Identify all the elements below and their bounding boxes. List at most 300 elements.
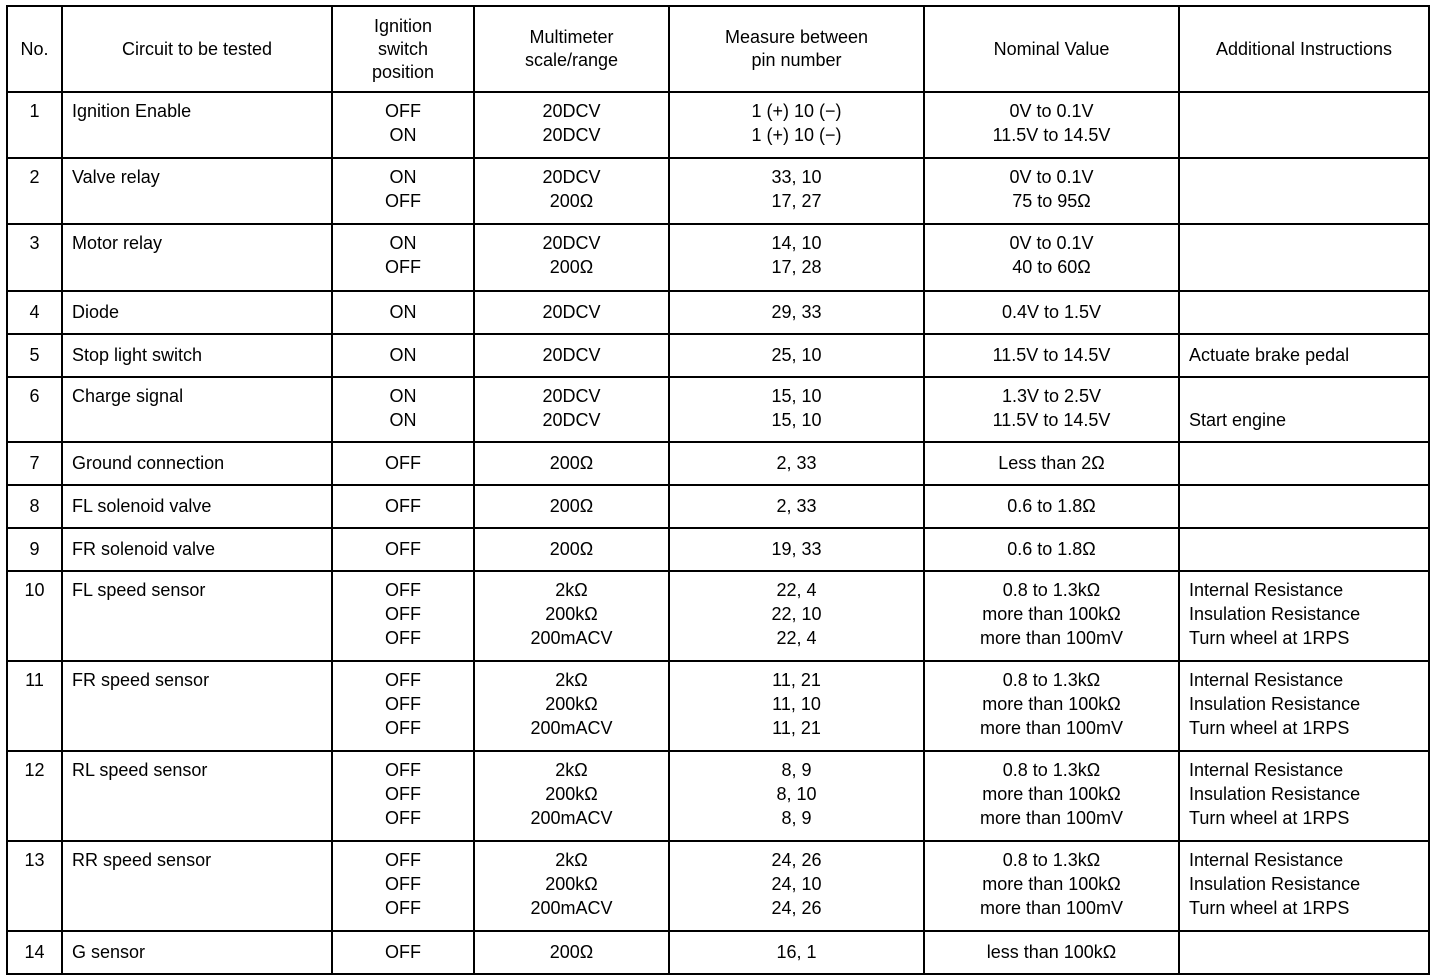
row-number-content (8, 529, 61, 567)
nominal-value (924, 841, 1179, 931)
additional-instructions-line: Insulation Resistance (1189, 604, 1361, 624)
row-number-text: 3 (29, 233, 40, 253)
multimeter-range-content (475, 486, 668, 524)
nominal-value-content (925, 572, 1178, 656)
nominal-value-content (925, 752, 1178, 836)
ignition-position-content (333, 159, 473, 219)
additional-instructions-line: Internal Resistance (1189, 580, 1344, 600)
circuit-name-text: RL speed sensor (72, 760, 208, 780)
ignition-position (332, 661, 474, 751)
nominal-value-line: more than 100mV (979, 898, 1124, 918)
header-ignition (332, 6, 474, 92)
table-row (7, 931, 1429, 974)
ignition-position-line: ON (389, 410, 417, 430)
pin-numbers-line: 17, 27 (771, 191, 822, 211)
pin-numbers (669, 442, 924, 485)
row-number-content (8, 486, 61, 524)
circuit-name (62, 377, 332, 442)
multimeter-range-line: 200mACV (530, 718, 613, 738)
pin-numbers-line: 16, 1 (776, 942, 817, 962)
multimeter-range (474, 377, 669, 442)
row-number-content (8, 443, 61, 481)
multimeter-range-content (475, 529, 668, 567)
circuit-name-text: Valve relay (72, 167, 160, 187)
multimeter-range-line: 20DCV (542, 233, 601, 253)
nominal-value-line: more than 100mV (979, 628, 1124, 648)
nominal-value (924, 751, 1179, 841)
multimeter-range-line: 200Ω (549, 453, 594, 473)
pin-numbers-line: 8, 10 (776, 784, 817, 804)
ignition-position-line: OFF (385, 539, 421, 559)
ignition-position-line: OFF (385, 942, 421, 962)
multimeter-range-content (475, 842, 668, 926)
nominal-value-line: more than 100kΩ (982, 784, 1121, 804)
additional-instructions-content (1189, 93, 1428, 153)
ignition-position-line: OFF (385, 784, 421, 804)
table-row (7, 158, 1429, 224)
additional-instructions (1179, 528, 1429, 571)
row-number (7, 751, 62, 841)
additional-instructions-line (1189, 494, 1428, 518)
pin-numbers-line: 14, 10 (771, 233, 822, 253)
nominal-value-content (925, 486, 1178, 524)
pin-numbers-line: 24, 26 (771, 898, 822, 918)
pin-numbers-line: 1 (+) 10 (−) (751, 125, 842, 145)
ignition-position-line: OFF (385, 808, 421, 828)
nominal-value (924, 291, 1179, 334)
multimeter-range-line: 200mACV (530, 898, 613, 918)
additional-instructions (1179, 571, 1429, 661)
table-row (7, 92, 1429, 158)
ignition-position-content (333, 662, 473, 746)
nominal-value-content (925, 292, 1178, 330)
pin-numbers-line: 22, 4 (776, 628, 817, 648)
circuit-name-content (72, 159, 331, 195)
nominal-value-line: 11.5V to 14.5V (992, 410, 1111, 430)
additional-instructions-content (1189, 932, 1428, 970)
additional-instructions-line (1189, 123, 1428, 147)
ignition-position-line: OFF (385, 898, 421, 918)
ignition-position-content (333, 292, 473, 330)
row-number-text: 1 (29, 101, 40, 121)
table-row (7, 377, 1429, 442)
ignition-position-line: OFF (385, 760, 421, 780)
pin-numbers-line: 22, 4 (776, 580, 817, 600)
pin-numbers-line: 1 (+) 10 (−) (751, 101, 842, 121)
multimeter-range-content (475, 752, 668, 836)
nominal-value-line: more than 100mV (979, 808, 1124, 828)
row-number-content (8, 662, 61, 698)
circuit-name-content (72, 378, 331, 414)
pin-numbers (669, 485, 924, 528)
pin-numbers-content (670, 486, 923, 524)
additional-instructions-line (1189, 940, 1428, 964)
additional-instructions (1179, 224, 1429, 291)
ignition-position (332, 931, 474, 974)
multimeter-range-line: 200kΩ (545, 604, 598, 624)
nominal-value-content (925, 335, 1178, 373)
additional-instructions-line: Internal Resistance (1189, 850, 1344, 870)
circuit-name-content (72, 93, 331, 129)
multimeter-range-line: 20DCV (542, 410, 601, 430)
row-number-content (8, 159, 61, 195)
header-ignition-line: Ignition (373, 15, 433, 36)
row-number-text: 5 (29, 345, 40, 365)
pin-numbers (669, 528, 924, 571)
multimeter-range-line: 2kΩ (555, 580, 588, 600)
pin-numbers-line: 11, 21 (772, 670, 821, 690)
ignition-position (332, 291, 474, 334)
pin-numbers-line: 8, 9 (781, 808, 812, 828)
ignition-position (332, 158, 474, 224)
circuit-name-text: Charge signal (72, 386, 184, 406)
multimeter-range-line: 20DCV (542, 101, 601, 121)
nominal-value-content (925, 529, 1178, 567)
nominal-value-content (925, 378, 1178, 438)
additional-instructions-content (1189, 225, 1428, 285)
additional-instructions-line: Turn wheel at 1RPS (1189, 628, 1350, 648)
additional-instructions-line: Insulation Resistance (1189, 784, 1361, 804)
ignition-position (332, 334, 474, 377)
additional-instructions-line (1189, 537, 1428, 561)
table-row (7, 485, 1429, 528)
additional-instructions-line (1189, 231, 1428, 255)
additional-instructions (1179, 92, 1429, 158)
nominal-value-line: 0V to 0.1V (1009, 233, 1094, 253)
multimeter-range-content (475, 572, 668, 656)
ignition-position (332, 442, 474, 485)
row-number-content (8, 292, 61, 330)
circuit-name-content (72, 842, 331, 878)
additional-instructions-line: Turn wheel at 1RPS (1189, 718, 1350, 738)
header-measure-line: pin number (751, 50, 842, 70)
multimeter-range-content (475, 662, 668, 746)
row-number-text: 8 (29, 496, 40, 516)
header-circuit: Circuit to be tested (62, 6, 332, 92)
row-number (7, 92, 62, 158)
pin-numbers-line: 8, 9 (781, 760, 812, 780)
header-nominal: Nominal Value (924, 6, 1179, 92)
additional-instructions-line: Internal Resistance (1189, 760, 1344, 780)
additional-instructions (1179, 442, 1429, 485)
ignition-position-line: OFF (385, 257, 421, 277)
circuit-name (62, 224, 332, 291)
row-number-text: 4 (29, 302, 40, 322)
circuit-name-text: FL speed sensor (72, 580, 206, 600)
ignition-position-line: ON (389, 302, 417, 322)
multimeter-range-line: 2kΩ (555, 760, 588, 780)
multimeter-range-content (475, 443, 668, 481)
pin-numbers (669, 224, 924, 291)
circuit-name-content (72, 932, 331, 970)
multimeter-range (474, 442, 669, 485)
additional-instructions (1179, 485, 1429, 528)
ignition-position-line: ON (389, 345, 417, 365)
nominal-value-content (925, 932, 1178, 970)
nominal-value-line: 40 to 60Ω (1012, 257, 1091, 277)
header-ignition-line: position (371, 61, 435, 82)
circuit-name-content (72, 752, 331, 788)
additional-instructions-content (1189, 752, 1428, 836)
nominal-value-line: 0.8 to 1.3kΩ (1002, 670, 1101, 690)
nominal-value-line: more than 100kΩ (982, 694, 1121, 714)
row-number-text: 14 (24, 942, 45, 962)
table-row (7, 751, 1429, 841)
row-number-content (8, 842, 61, 878)
multimeter-range-content (475, 378, 668, 438)
additional-instructions (1179, 158, 1429, 224)
pin-numbers-content (670, 378, 923, 438)
pin-numbers (669, 661, 924, 751)
multimeter-range-line: 20DCV (542, 345, 601, 365)
additional-instructions-line (1189, 300, 1428, 324)
nominal-value-content (925, 225, 1178, 285)
circuit-name-content (72, 225, 331, 261)
pin-numbers-content (670, 225, 923, 285)
ignition-position (332, 224, 474, 291)
pin-numbers-line: 17, 28 (771, 257, 822, 277)
multimeter-range-line: 200Ω (549, 942, 594, 962)
table-row (7, 291, 1429, 334)
header-measure-line: Measure between (724, 27, 869, 47)
row-number-content (8, 378, 61, 414)
multimeter-range-line: 20DCV (542, 167, 601, 187)
table-header-row (7, 6, 1429, 92)
row-number (7, 291, 62, 334)
ignition-position-content (333, 842, 473, 926)
pin-numbers-line: 24, 26 (771, 850, 822, 870)
row-number-text: 6 (29, 386, 40, 406)
additional-instructions-content (1189, 662, 1428, 746)
circuit-name-text: G sensor (72, 942, 146, 962)
row-number (7, 931, 62, 974)
table-row (7, 442, 1429, 485)
pin-numbers (669, 931, 924, 974)
circuit-name-text: Ignition Enable (72, 101, 192, 121)
circuit-name-content (72, 292, 331, 330)
table-row (7, 571, 1429, 661)
ignition-position-line: ON (389, 167, 417, 187)
additional-instructions-content (1189, 378, 1428, 438)
ignition-position-line: ON (389, 125, 417, 145)
nominal-value (924, 528, 1179, 571)
nominal-value-line: 0.4V to 1.5V (1001, 302, 1102, 322)
circuit-name (62, 751, 332, 841)
ignition-position-line: ON (389, 233, 417, 253)
circuit-name-content (72, 443, 331, 481)
row-number (7, 224, 62, 291)
pin-numbers-content (670, 752, 923, 836)
multimeter-range-content (475, 292, 668, 330)
nominal-value-line: 0.8 to 1.3kΩ (1002, 580, 1101, 600)
circuit-name-text: Stop light switch (72, 345, 203, 365)
circuit-name-content (72, 335, 331, 373)
multimeter-range-line: 200kΩ (545, 874, 598, 894)
additional-instructions-line (1189, 451, 1428, 475)
nominal-value-line: more than 100mV (979, 718, 1124, 738)
ignition-position-line: OFF (385, 580, 421, 600)
additional-instructions (1179, 291, 1429, 334)
nominal-value-line: 0.6 to 1.8Ω (1007, 496, 1096, 516)
circuit-test-table (6, 5, 1430, 975)
pin-numbers (669, 158, 924, 224)
circuit-name-text: FR speed sensor (72, 670, 210, 690)
multimeter-range-content (475, 93, 668, 153)
additional-instructions-content (1189, 842, 1428, 926)
pin-numbers-line: 22, 10 (771, 604, 822, 624)
ignition-position-content (333, 335, 473, 373)
additional-instructions-line (1189, 189, 1428, 213)
nominal-value (924, 224, 1179, 291)
pin-numbers-content (670, 842, 923, 926)
pin-numbers-line: 2, 33 (776, 453, 817, 473)
pin-numbers-line: 19, 33 (771, 539, 822, 559)
pin-numbers-content (670, 932, 923, 970)
ignition-position-content (333, 752, 473, 836)
multimeter-range (474, 661, 669, 751)
multimeter-range (474, 158, 669, 224)
pin-numbers (669, 571, 924, 661)
table-row (7, 841, 1429, 931)
nominal-value (924, 931, 1179, 974)
nominal-value-content (925, 159, 1178, 219)
ignition-position-content (333, 529, 473, 567)
pin-numbers-content (670, 159, 923, 219)
table-row (7, 528, 1429, 571)
nominal-value-line: 0.6 to 1.8Ω (1007, 539, 1096, 559)
additional-instructions-line: Actuate brake pedal (1189, 345, 1350, 365)
pin-numbers-content (670, 93, 923, 153)
nominal-value-content (925, 662, 1178, 746)
multimeter-range-line: 200Ω (549, 496, 594, 516)
header-ignition-line: switch (377, 38, 428, 59)
additional-instructions-content (1189, 335, 1428, 373)
pin-numbers-line: 29, 33 (771, 302, 822, 322)
row-number-text: 9 (29, 539, 40, 559)
ignition-position-content (333, 225, 473, 285)
nominal-value-line: 75 to 95Ω (1012, 191, 1091, 211)
pin-numbers-content (670, 572, 923, 656)
additional-instructions-line: Turn wheel at 1RPS (1189, 898, 1350, 918)
pin-numbers-content (670, 292, 923, 330)
ignition-position-content (333, 486, 473, 524)
additional-instructions-line: Internal Resistance (1189, 670, 1344, 690)
additional-instructions-content (1189, 486, 1428, 524)
row-number (7, 485, 62, 528)
row-number (7, 571, 62, 661)
multimeter-range-content (475, 225, 668, 285)
nominal-value-line: 0V to 0.1V (1009, 167, 1094, 187)
ignition-position-content (333, 572, 473, 656)
nominal-value-content (925, 443, 1178, 481)
additional-instructions-line: Start engine (1189, 410, 1287, 430)
table-row (7, 661, 1429, 751)
multimeter-range (474, 334, 669, 377)
nominal-value-line: less than 100kΩ (986, 942, 1117, 962)
ignition-position (332, 751, 474, 841)
row-number-content (8, 225, 61, 261)
multimeter-range (474, 224, 669, 291)
additional-instructions (1179, 334, 1429, 377)
ignition-position-line: OFF (385, 604, 421, 624)
nominal-value-line: more than 100kΩ (982, 874, 1121, 894)
table-row (7, 224, 1429, 291)
additional-instructions-line (1189, 255, 1428, 279)
circuit-name-content (72, 486, 331, 524)
pin-numbers-line: 25, 10 (771, 345, 822, 365)
multimeter-range-content (475, 335, 668, 373)
additional-instructions (1179, 661, 1429, 751)
additional-instructions-line (1189, 384, 1428, 408)
circuit-name (62, 158, 332, 224)
circuit-name-content (72, 529, 331, 567)
multimeter-range (474, 571, 669, 661)
multimeter-range-line: 200Ω (549, 539, 594, 559)
ignition-position-line: OFF (385, 628, 421, 648)
additional-instructions (1179, 931, 1429, 974)
ignition-position-line: OFF (385, 496, 421, 516)
multimeter-range (474, 291, 669, 334)
row-number-content (8, 335, 61, 373)
pin-numbers-content (670, 529, 923, 567)
circuit-name (62, 528, 332, 571)
row-number (7, 442, 62, 485)
row-number-content (8, 932, 61, 970)
row-number (7, 841, 62, 931)
pin-numbers (669, 92, 924, 158)
circuit-name-content (72, 662, 331, 698)
multimeter-range (474, 751, 669, 841)
additional-instructions-line: Turn wheel at 1RPS (1189, 808, 1350, 828)
additional-instructions-content (1189, 292, 1428, 330)
pin-numbers-line: 15, 10 (771, 386, 822, 406)
row-number (7, 528, 62, 571)
ignition-position-line: OFF (385, 694, 421, 714)
ignition-position-line: OFF (385, 874, 421, 894)
row-number (7, 158, 62, 224)
ignition-position (332, 92, 474, 158)
header-multimeter-line: scale/range (524, 50, 619, 70)
ignition-position-content (333, 932, 473, 970)
nominal-value (924, 571, 1179, 661)
row-number-text: 2 (29, 167, 40, 187)
pin-numbers-line: 33, 10 (771, 167, 822, 187)
nominal-value (924, 485, 1179, 528)
nominal-value (924, 661, 1179, 751)
nominal-value (924, 334, 1179, 377)
circuit-name (62, 841, 332, 931)
header-measure (669, 6, 924, 92)
multimeter-range (474, 931, 669, 974)
circuit-name-text: Motor relay (72, 233, 163, 253)
circuit-name (62, 931, 332, 974)
pin-numbers (669, 291, 924, 334)
nominal-value-content (925, 842, 1178, 926)
row-number-content (8, 93, 61, 129)
additional-instructions (1179, 751, 1429, 841)
circuit-name (62, 291, 332, 334)
additional-instructions-line: Insulation Resistance (1189, 874, 1361, 894)
row-number (7, 377, 62, 442)
pin-numbers-content (670, 443, 923, 481)
multimeter-range-line: 2kΩ (555, 850, 588, 870)
additional-instructions-content (1189, 572, 1428, 656)
ignition-position-line: OFF (385, 191, 421, 211)
additional-instructions-line (1189, 99, 1428, 123)
multimeter-range-content (475, 159, 668, 219)
ignition-position-content (333, 93, 473, 153)
additional-instructions-content (1189, 159, 1428, 219)
